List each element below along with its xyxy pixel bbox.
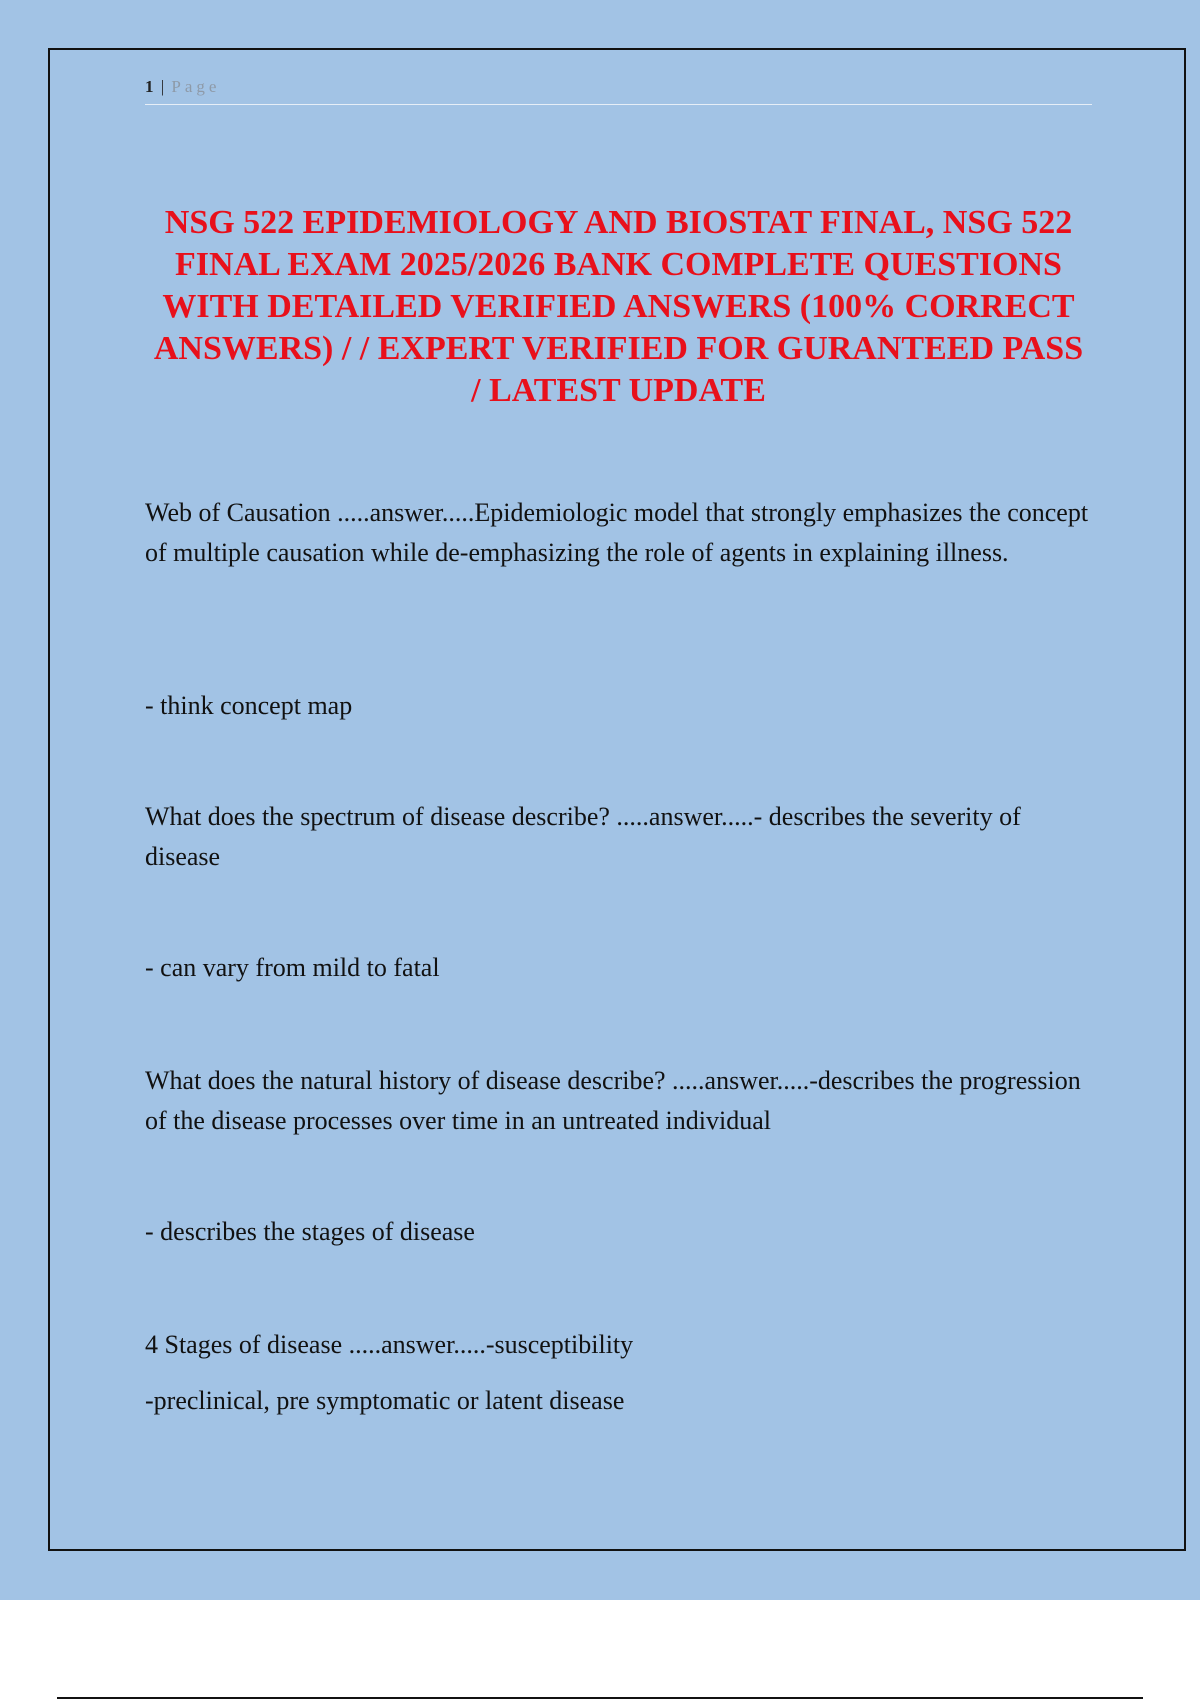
page-label: Page — [171, 77, 221, 96]
document-title: NSG 522 EPIDEMIOLOGY AND BIOSTAT FINAL, NSG 522 FINAL EXAM 2025/2026 BANK COMPLETE QUESTIONS WITH DETAILED VERIFIED ANSWERS (100% CORRECT ANSWERS) / / EXPERT VERIFIED FOR GURANTEED PASS / LATEST UPDATE — [153, 204, 1084, 409]
page-header — [145, 74, 1092, 105]
qa-note-mild-to-fatal: - can vary from mild to fatal — [145, 953, 440, 982]
qa-stages-of-disease: 4 Stages of disease .....answer.....-susceptibility — [145, 1330, 634, 1359]
page-separator: | — [160, 77, 165, 96]
qa-note-stages: - describes the stages of disease — [145, 1217, 475, 1246]
qa-spectrum-of-disease: What does the spectrum of disease describe? .....answer.....- describes the severity of disease — [145, 802, 1021, 871]
page-number: 1 — [145, 77, 154, 96]
qa-web-of-causation: Web of Causation .....answer.....Epidemiologic model that strongly emphasizes the concept of multiple causation while de-emphasizing the role of agents in explaining illness. — [145, 498, 1089, 567]
qa-natural-history: What does the natural history of disease describe? .....answer.....-describes the progression of the disease processes over time in an untreated individual — [145, 1066, 1081, 1135]
qa-note-concept-map: - think concept map — [145, 691, 353, 720]
qa-stage-preclinical: -preclinical, pre symptomatic or latent disease — [145, 1386, 625, 1415]
bottom-divider — [57, 1697, 1143, 1699]
